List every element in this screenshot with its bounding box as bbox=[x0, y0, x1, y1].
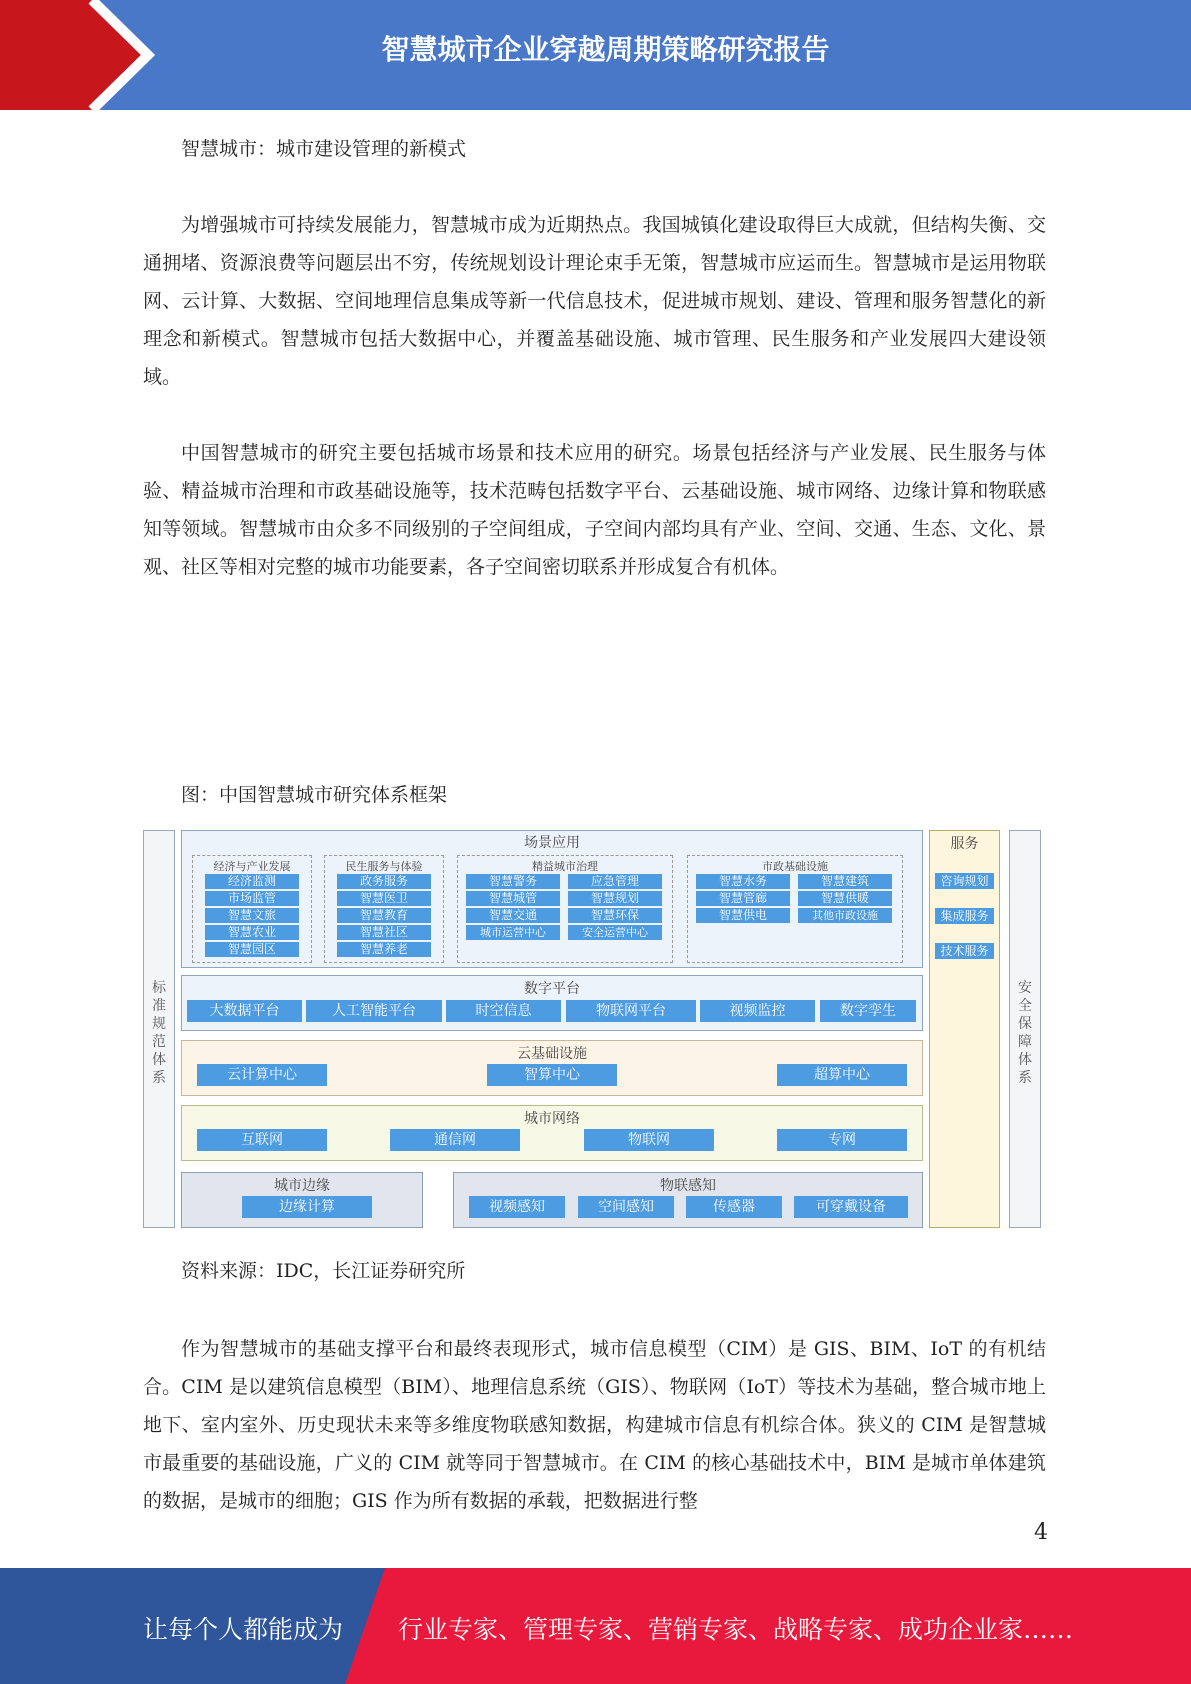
scene-chip: 智慧城管 bbox=[466, 891, 560, 906]
edge-title: 城市边缘 bbox=[274, 1178, 330, 1194]
scene-chip: 智慧管廊 bbox=[696, 891, 790, 906]
services-column bbox=[929, 830, 1000, 1228]
network-panel bbox=[181, 1105, 923, 1161]
digital-platform-panel bbox=[181, 975, 923, 1031]
scene-group-title: 精益城市治理 bbox=[532, 860, 598, 873]
paragraph-2: 中国智慧城市的研究主要包括城市场景和技术应用的研究。场景包括经济与产业发展、民生服务与体验、精益城市治理和市政基础设施等，技术范畴包括数字平台、云基础设施、城市网络、边缘计算和物联感知等领域。智慧城市由众多不同级别的子空间组成，子空间内部均具有产业、空间、交通、生态、文化、景观、社区等相对完整的城市功能要素，各子空间密切联系并形成复合有机体。 bbox=[143, 442, 1046, 578]
scene-chip: 智慧规划 bbox=[568, 891, 662, 906]
platform-chip: 人工智能平台 bbox=[306, 1000, 442, 1022]
section-heading: 智慧城市：城市建设管理的新模式 bbox=[181, 138, 467, 160]
security-label: 安 全 保 障 体 系 bbox=[1018, 980, 1032, 1086]
scene-chip: 其他市政设施 bbox=[798, 908, 892, 923]
iot-panel bbox=[453, 1172, 923, 1228]
figure-source: 资料来源：IDC，长江证券研究所 bbox=[181, 1260, 466, 1282]
platform-chip: 物联网平台 bbox=[566, 1000, 696, 1022]
page-footer bbox=[0, 1568, 1191, 1684]
network-title: 城市网络 bbox=[524, 1111, 580, 1127]
scene-chip: 智慧医卫 bbox=[337, 891, 431, 906]
security-column bbox=[1009, 830, 1041, 1228]
iot-title: 物联感知 bbox=[660, 1178, 716, 1194]
platform-chip: 大数据平台 bbox=[187, 1000, 302, 1022]
footer-slogan-right: 行业专家、管理专家、营销专家、战略专家、成功企业家…… bbox=[398, 1615, 1074, 1644]
report-title: 智慧城市企业穿越周期策略研究报告 bbox=[381, 33, 830, 66]
scene-chip: 智慧供电 bbox=[696, 908, 790, 923]
scene-chip: 智慧交通 bbox=[466, 908, 560, 923]
cloud-title: 云基础设施 bbox=[517, 1046, 587, 1062]
scene-chip: 城市运营中心 bbox=[466, 925, 560, 940]
network-chip: 通信网 bbox=[390, 1129, 520, 1151]
scene-chip: 智慧建筑 bbox=[798, 874, 892, 889]
scene-chip: 智慧环保 bbox=[568, 908, 662, 923]
framework-diagram bbox=[143, 830, 1043, 1230]
scene-chip: 应急管理 bbox=[568, 874, 662, 889]
network-chip: 专网 bbox=[777, 1129, 907, 1151]
scene-chip: 智慧文旅 bbox=[205, 908, 299, 923]
scenes-panel bbox=[181, 830, 923, 968]
page-header bbox=[0, 0, 1191, 110]
article-body bbox=[143, 130, 1046, 586]
scene-chip: 智慧教育 bbox=[337, 908, 431, 923]
footer-slogan-left: 让每个人都能成为 bbox=[143, 1615, 344, 1644]
page-number: 4 bbox=[1034, 1520, 1048, 1545]
scene-chip: 安全运营中心 bbox=[568, 925, 662, 940]
platform-chip: 视频监控 bbox=[700, 1000, 815, 1022]
scene-chip: 智慧供暖 bbox=[798, 891, 892, 906]
scene-group bbox=[192, 855, 312, 963]
service-chip: 技术服务 bbox=[935, 943, 994, 959]
scene-group bbox=[687, 855, 903, 963]
scene-chip: 智慧园区 bbox=[205, 942, 299, 957]
scene-chip: 智慧警务 bbox=[466, 874, 560, 889]
cloud-chip: 超算中心 bbox=[777, 1064, 907, 1086]
paragraph-1: 为增强城市可持续发展能力，智慧城市成为近期热点。我国城镇化建设取得巨大成就，但结构失衡、交通拥堵、资源浪费等问题层出不穷，传统规划设计理论束手无策，智慧城市应运而生。智慧城市是运用物联网、云计算、大数据、空间地理信息集成等新一代信息技术，促进城市规划、建设、管理和服务智慧化的新理念和新模式。智慧城市包括大数据中心，并覆盖基础设施、城市管理、民生服务和产业发展四大建设领域。 bbox=[143, 214, 1046, 388]
cloud-panel bbox=[181, 1040, 923, 1096]
scene-chip: 经济监测 bbox=[205, 874, 299, 889]
iot-chip: 传感器 bbox=[686, 1196, 782, 1218]
iot-chip: 空间感知 bbox=[578, 1196, 674, 1218]
scenes-title: 场景应用 bbox=[524, 835, 580, 851]
edge-panel bbox=[181, 1172, 423, 1228]
network-chip: 互联网 bbox=[197, 1129, 327, 1151]
service-chip: 咨询规划 bbox=[935, 873, 994, 889]
article-body-continued bbox=[143, 1330, 1046, 1520]
iot-chip: 视频感知 bbox=[469, 1196, 565, 1218]
edge-chip: 边缘计算 bbox=[242, 1196, 372, 1218]
paragraph-3: 作为智慧城市的基础支撑平台和最终表现形式，城市信息模型（CIM）是 GIS、BIM、IoT 的有机结合。CIM 是以建筑信息模型（BIM）、地理信息系统（GIS）、物联网（IoT）等技术为基础，整合城市地上地下、室内室外、历史现状未来等多维度物联感知数据，构建城市信息有机综合体。狭义的 CIM 是智慧城市最重要的基础设施，广义的 CIM 就等同于智慧城市。在 CIM 的核心基础技术中，BIM 是城市单体建筑的数据，是城市的细胞；GIS 作为所有数据的承载，把数据进行整 bbox=[143, 1338, 1046, 1512]
scene-chip: 市场监管 bbox=[205, 891, 299, 906]
scene-group bbox=[457, 855, 673, 963]
platform-chip: 时空信息 bbox=[446, 1000, 561, 1022]
scene-chip: 政务服务 bbox=[337, 874, 431, 889]
iot-chip: 可穿戴设备 bbox=[794, 1196, 908, 1218]
platform-chip: 数字孪生 bbox=[820, 1000, 916, 1022]
cloud-chip: 智算中心 bbox=[487, 1064, 617, 1086]
standards-column bbox=[143, 830, 175, 1228]
scene-group-title: 民生服务与体验 bbox=[345, 860, 423, 873]
scene-chip: 智慧社区 bbox=[337, 925, 431, 940]
services-title: 服务 bbox=[950, 836, 979, 852]
digital-platform-title: 数字平台 bbox=[524, 981, 580, 997]
scene-chip: 智慧水务 bbox=[696, 874, 790, 889]
figure-caption: 图：中国智慧城市研究体系框架 bbox=[181, 784, 448, 806]
cloud-chip: 云计算中心 bbox=[197, 1064, 327, 1086]
scene-chip: 智慧养老 bbox=[337, 942, 431, 957]
scene-group bbox=[324, 855, 444, 963]
standards-label: 标 准 规 范 体 系 bbox=[152, 980, 166, 1086]
service-chip: 集成服务 bbox=[935, 908, 994, 924]
scene-chip: 智慧农业 bbox=[205, 925, 299, 940]
scene-group-title: 市政基础设施 bbox=[762, 860, 828, 873]
scene-group-title: 经济与产业发展 bbox=[213, 860, 291, 873]
network-chip: 物联网 bbox=[584, 1129, 714, 1151]
